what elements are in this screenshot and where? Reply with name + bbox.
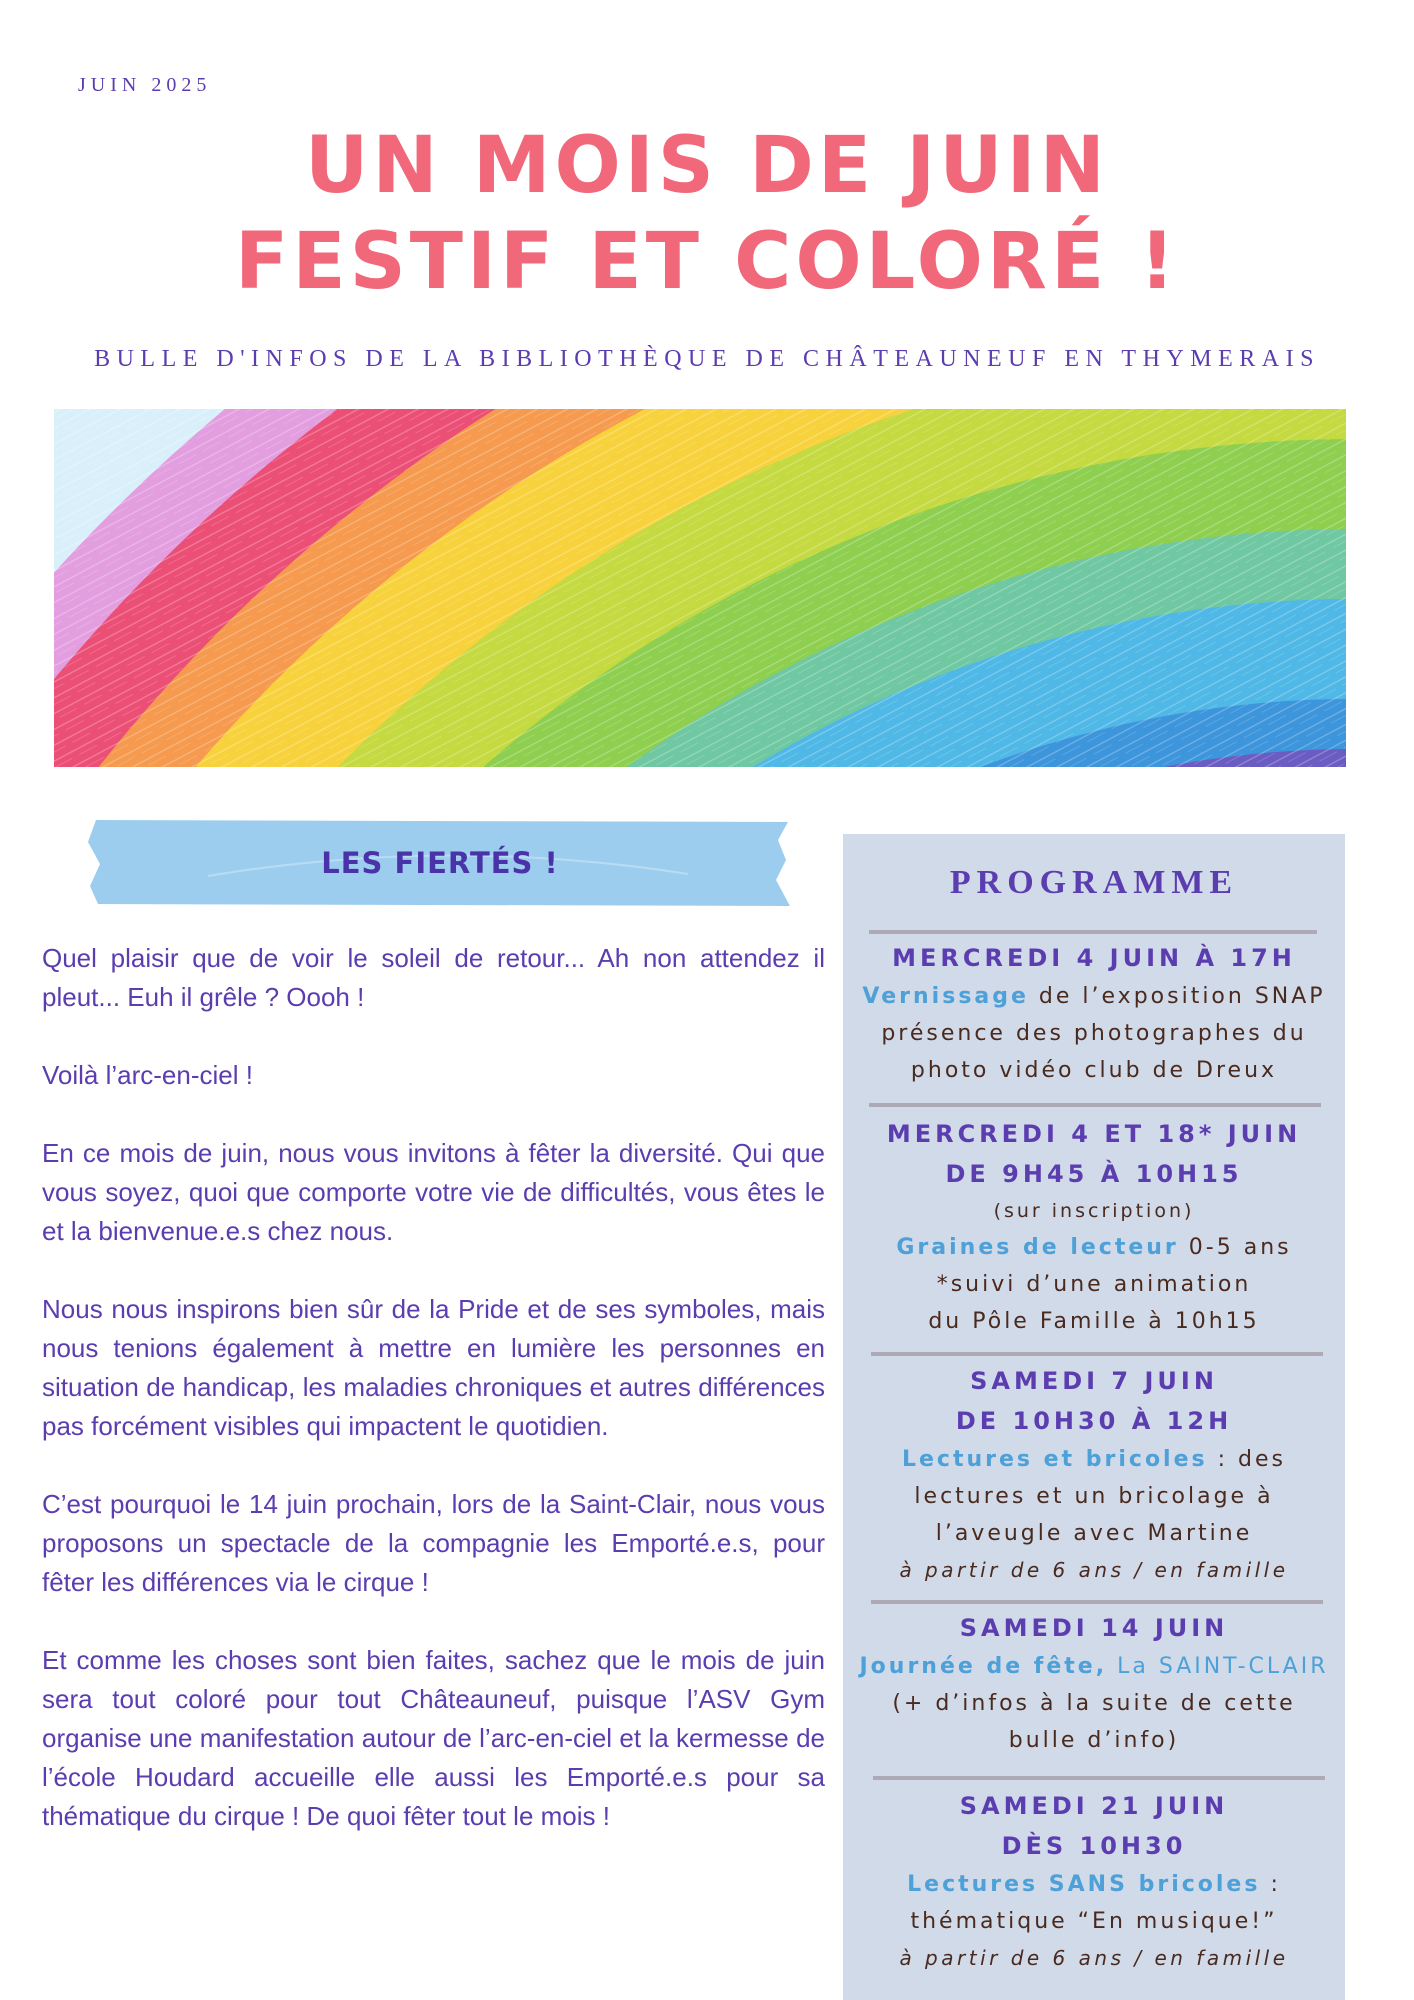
programme-event [843, 1608, 1345, 1759]
divider [869, 1103, 1321, 1107]
programme-event [843, 1114, 1345, 1340]
divider [873, 1776, 1325, 1780]
event-highlight: Journée de fête, [859, 1654, 1108, 1679]
event-highlight: Lectures et bricoles [901, 1447, 1208, 1472]
programme-panel [843, 834, 1345, 2000]
event-highlight: Graines de lecteur [896, 1235, 1179, 1260]
article-body [42, 939, 825, 1875]
issue-date: JUIN 2025 [78, 74, 212, 96]
event-time: DÈS 10H30 [1001, 1832, 1187, 1860]
event-heading: MERCREDI 4 ET 18* JUIN [886, 1120, 1302, 1148]
rainbow-icon [54, 409, 1346, 767]
event-text: : des [1207, 1447, 1286, 1472]
event-text: de l’exposition SNAP [1028, 984, 1326, 1009]
event-highlight: Lectures SANS bricoles [907, 1872, 1261, 1897]
paragraph: En ce mois de juin, nous vous invitons à fêter la diversité. Qui que vous soyez, quoi que comporte votre vie de difficultés, vous êtes le et la bienvenue.e.s chez nous. [42, 1138, 825, 1246]
rainbow-banner-image [54, 409, 1346, 767]
divider [871, 1600, 1323, 1604]
event-text: 0-5 ans [1178, 1235, 1292, 1260]
event-text: lectures et un bricolage à [914, 1484, 1274, 1509]
event-text: : [1260, 1872, 1281, 1897]
event-text: *suivi d’une animation [936, 1272, 1252, 1297]
event-text: thématique “En musique!” [910, 1909, 1278, 1934]
section-heading: LES FIERTÉS ! [321, 846, 559, 880]
event-heading: SAMEDI 7 JUIN [970, 1367, 1218, 1395]
paragraph: Et comme les choses sont bien faites, sachez que le mois de juin sera tout coloré pour tout Châteauneuf, puisque l’ASV Gym organise une manifestation autour de l’arc-en-ciel et la kermesse de l’école Houdard accueille elle aussi les Emporté.e.s pour sa thématique du cirque ! De quoi fêter tout le mois ! [42, 1645, 825, 1831]
programme-event [843, 1361, 1345, 1589]
event-highlight: Vernissage [862, 984, 1029, 1009]
paragraph: Nous nous inspirons bien sûr de la Pride et de ses symboles, mais nous tenions également à mettre en lumière les personnes en situation de handicap, les maladies chroniques et autres différences pas forcément visibles qui impactent le quotidien. [42, 1294, 825, 1441]
event-text: du Pôle Famille à 10h15 [928, 1309, 1260, 1334]
event-heading: SAMEDI 14 JUIN [959, 1614, 1229, 1642]
event-time: DE 9H45 À 10H15 [945, 1160, 1243, 1188]
programme-event [843, 1786, 1345, 1977]
event-text: présence des photographes du [881, 1021, 1307, 1046]
programme-title: PROGRAMME [949, 864, 1239, 901]
event-heading: MERCREDI 4 JUIN À 17H [892, 944, 1296, 972]
paragraph: C’est pourquoi le 14 juin prochain, lors de la Saint-Clair, nous vous proposons un spectacle de la compagnie les Emporté.e.s, pour fêter les différences via le cirque ! [42, 1489, 825, 1597]
page-subtitle: BULLE D'INFOS DE LA BIBLIOTHÈQUE DE CHÂTEAUNEUF EN THYMERAIS [94, 346, 1320, 372]
event-text: l’aveugle avec Martine [935, 1521, 1253, 1546]
divider [871, 1352, 1323, 1356]
programme-event [843, 938, 1345, 1089]
page-title [0, 118, 1414, 310]
event-time: DE 10H30 À 12H [955, 1407, 1233, 1435]
event-audience: à partir de 6 ans / en famille [899, 1558, 1289, 1582]
divider [869, 930, 1317, 934]
event-note: (sur inscription) [993, 1200, 1195, 1222]
event-audience: à partir de 6 ans / en famille [899, 1946, 1289, 1970]
paragraph: Quel plaisir que de voir le soleil de retour... Ah non attendez il pleut... Euh il grêle ? Oooh ! [42, 943, 825, 1012]
event-highlight-light: La SAINT-CLAIR [1107, 1654, 1329, 1679]
event-heading: SAMEDI 21 JUIN [959, 1792, 1229, 1820]
paragraph: Voilà l’arc-en-ciel ! [42, 1060, 253, 1090]
event-text: bulle d’info) [1008, 1728, 1180, 1753]
event-text: photo vidéo club de Dreux [910, 1058, 1278, 1083]
event-text: (+ d’infos à la suite de cette [892, 1691, 1296, 1716]
title-line-1: UN MOIS DE JUIN [305, 121, 1109, 211]
title-line-2: FESTIF ET COLORÉ ! [235, 217, 1179, 307]
